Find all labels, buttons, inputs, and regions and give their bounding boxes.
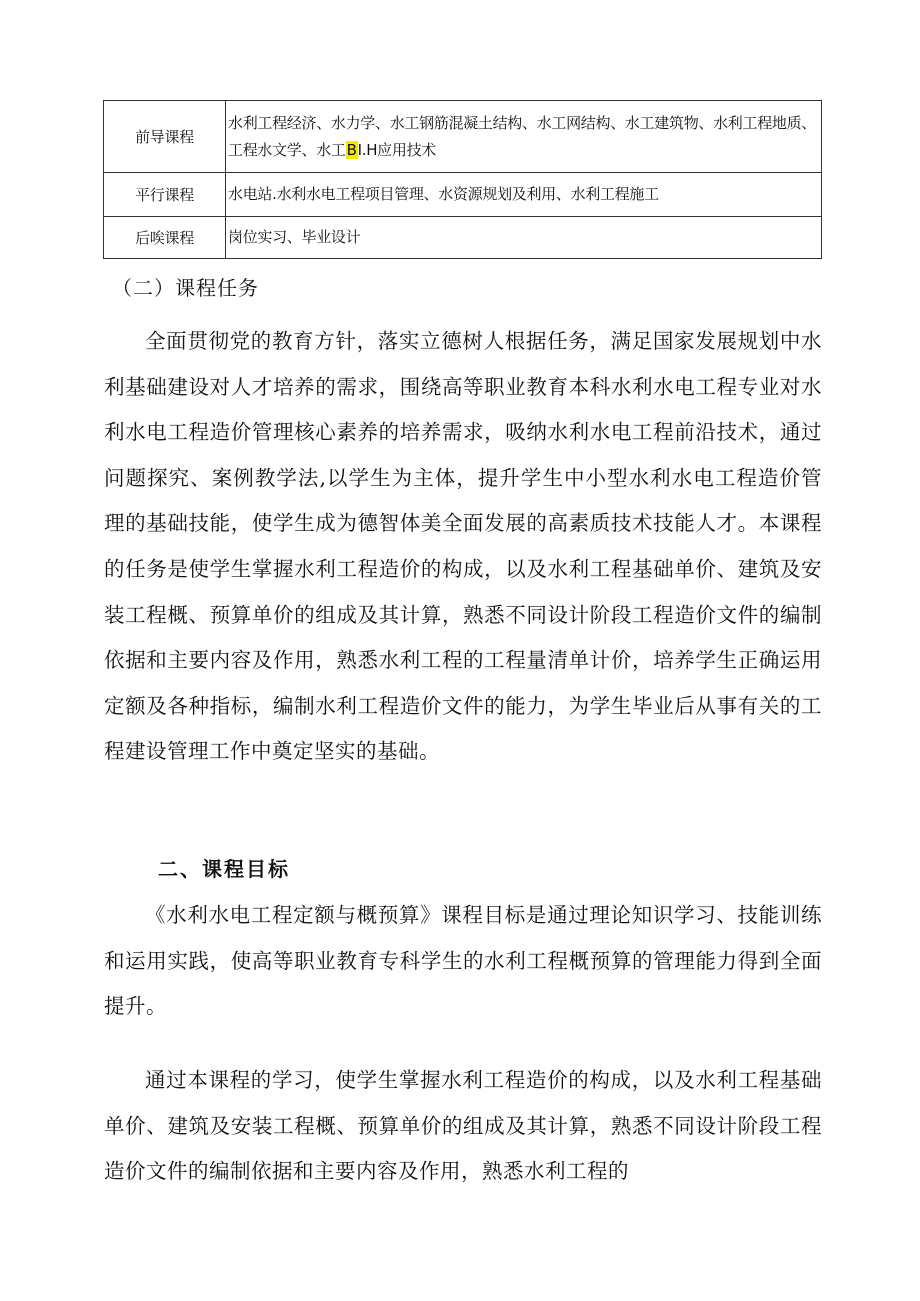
parallel-courses: 水电站.水利水电工程项目管理、水资源规划及利用、水利工程施工 [226, 173, 822, 217]
table-row-parallel [104, 173, 822, 217]
course-goal-paragraph-2: 通过本课程的学习，使学生掌握水利工程造价的构成，以及水利工程基础单价、建筑及安装工程概、预算单价的组成及其计算，熟悉不同设计阶段工程造价文件的编制依据和主要内容及作用，熟悉水利工程的 [104, 1068, 822, 1184]
prerequisite-courses-text: 水利工程经济、水力学、水工钢筋混凝土结构、水工网结构、水工建筑物、水利工程地质、工程水文学、水工 [228, 113, 817, 159]
table-row-prerequisite [104, 101, 822, 173]
subsequent-courses: 岗位实习、毕业设计 [226, 217, 822, 259]
course-relation-table [103, 100, 822, 259]
table-row-subsequent [104, 217, 822, 259]
prerequisite-courses [226, 101, 822, 173]
course-goal-heading: 二、课程目标 [158, 857, 290, 881]
highlighted-text: B [346, 140, 357, 159]
prerequisite-courses-text-end: I.H应用技术 [357, 140, 436, 159]
subsequent-label: 后唉课程 [104, 217, 226, 259]
course-task-heading: （二）课程任务 [112, 276, 259, 300]
course-goal-paragraph-1: 《水利水电工程定额与概预算》课程目标是通过理论知识学习、技能训练和运用实践，使高等职业教育专科学生的水利工程概预算的管理能力得到全面提升。 [104, 903, 822, 1019]
course-task-paragraph: 全面贯彻党的教育方针，落实立德树人根据任务，满足国家发展规划中水利基础建设对人才培养的需求，围绕高等职业教育本科水利水电工程专业对水利水电工程造价管理核心素养的培养需求，吸纳水利水电工程前沿技术，通过问题探究、案例教学法,以学生为主体，提升学生中小型水利水电工程造价管理的基础技能，使学生成为德智体美全面发展的高素质技术技能人才。本课程的任务是使学生掌握水利工程造价的构成，以及水利工程基础单价、建筑及安装工程概、预算单价的组成及其计算，熟悉不同设计阶段工程造价文件的编制依据和主要内容及作用，熟悉水利工程的工程量清单计价，培养学生正确运用定额及各种指标，编制水利工程造价文件的能力，为学生毕业后从事有关的工程建设管理工作中奠定坚实的基础。 [104, 329, 822, 764]
parallel-label: 平行课程 [104, 173, 226, 217]
prerequisite-label: 前导课程 [104, 101, 226, 173]
